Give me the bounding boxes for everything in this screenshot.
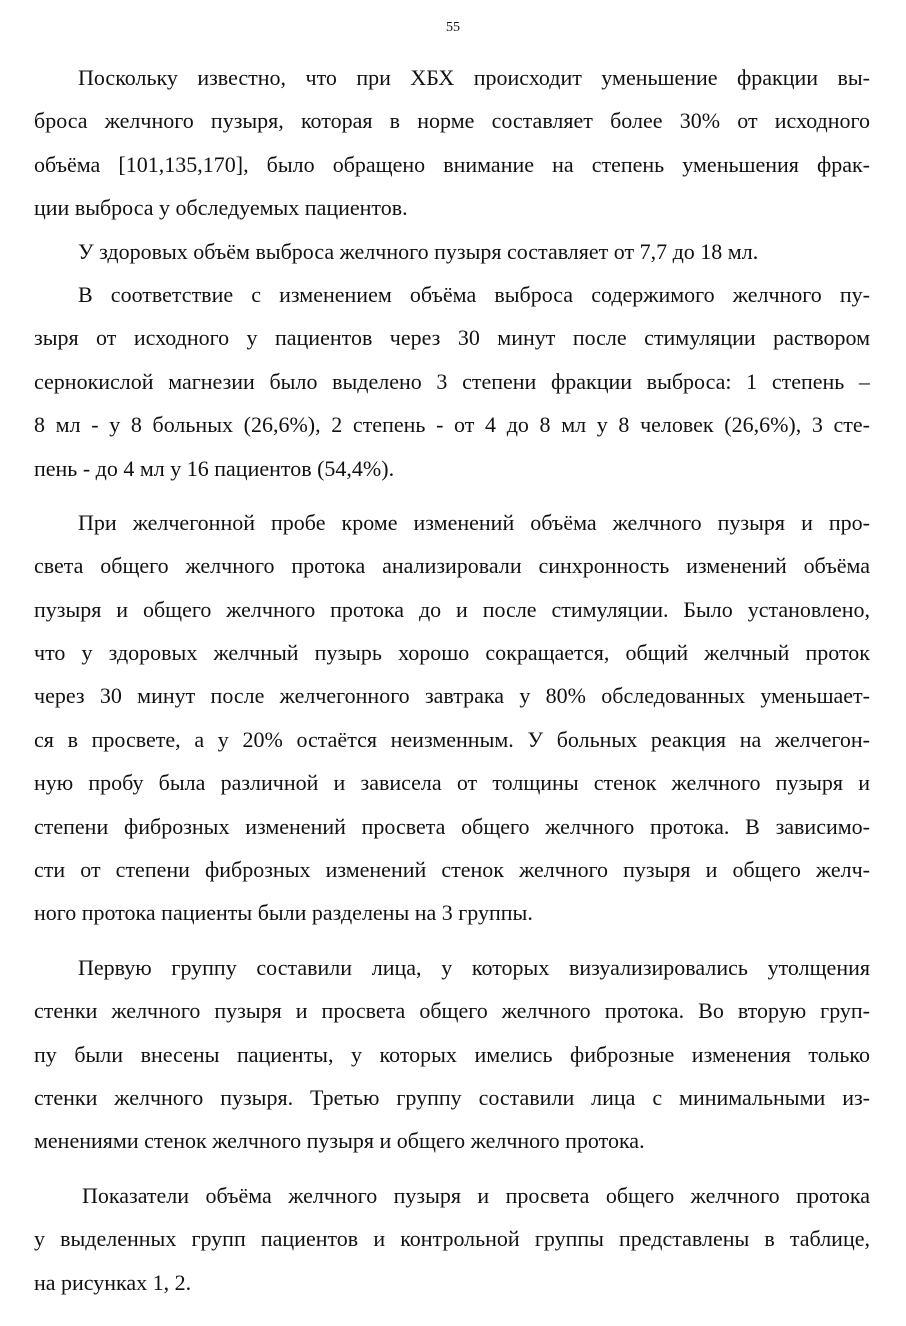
body-text [34,56,870,1304]
text-line: через 30 минут после желчегонного завтрака у 80% обследованных уменьшает- [34,683,870,709]
paragraph [34,273,870,490]
text-line: объёма [101,135,170], было обращено внимание на степень уменьшения фрак- [34,151,870,177]
text-line: У здоровых объём выброса желчного пузыря составляет от 7,7 до 18 мл. [78,238,759,264]
text-line: сти от степени фиброзных изменений стенок желчного пузыря и общего желч- [34,857,870,883]
text-line: пузыря и общего желчного протока до и после стимуляции. Было установлено, [34,596,870,622]
text-line: ции выброса у обследуемых пациентов. [34,195,408,221]
text-line: Поскольку известно, что при ХБХ происходит уменьшение фракции вы- [78,65,870,90]
text-line: пень - до 4 мл у 16 пациентов (54,4%). [34,455,395,481]
paragraph [34,230,870,273]
text-line: В соответствие с изменением объёма выброса содержимого желчного пу- [78,281,870,307]
text-line: пу были внесены пациенты, у которых имелись фиброзные изменения только [34,1041,870,1067]
text-line: что у здоровых желчный пузырь хорошо сокращается, общий желчный проток [34,640,870,666]
text-line: При желчегонной пробе кроме изменений объёма желчного пузыря и про- [78,509,870,535]
text-line: Показатели объёма желчного пузыря и просвета общего желчного протока [82,1182,870,1208]
text-line: ного протока пациенты были разделены на 3 группы. [34,900,533,926]
text-line: степени фиброзных изменений просвета общего желчного протока. В зависимо- [34,813,870,839]
text-line: Первую группу составили лица, у которых визуализировались утолщения [78,954,870,980]
text-line: у выделенных групп пациентов и контрольной группы представлены в таблице, [34,1226,870,1252]
text-line: стенки желчного пузыря и просвета общего желчного протока. Во вторую груп- [34,998,870,1024]
text-line: ся в просвете, а у 20% остаётся неизменным. У больных реакция на желчегон- [34,726,870,752]
paragraph [34,501,870,935]
text-line: зыря от исходного у пациентов через 30 минут после стимуляции раствором [34,325,870,351]
text-line: менениями стенок желчного пузыря и общего желчного протока. [34,1128,645,1154]
paragraph [34,946,870,1163]
text-line: сернокислой магнезии было выделено 3 степени фракции выброса: 1 степень – [34,368,870,394]
text-line: ную пробу была различной и зависела от толщины стенок желчного пузыря и [34,770,870,796]
paragraph [34,56,870,230]
text-line: на рисунках 1, 2. [34,1269,192,1295]
paragraph [34,1174,870,1304]
page-number: 55 [446,20,460,35]
text-line: стенки желчного пузыря. Третью группу составили лица с минимальными из- [34,1084,870,1110]
text-line: броса желчного пузыря, которая в норме составляет более 30% от исходного [34,108,870,134]
text-line: света общего желчного протока анализировали синхронность изменений объёма [34,553,870,579]
text-line: 8 мл - у 8 больных (26,6%), 2 степень - от 4 до 8 мл у 8 человек (26,6%), 3 сте- [34,412,870,438]
